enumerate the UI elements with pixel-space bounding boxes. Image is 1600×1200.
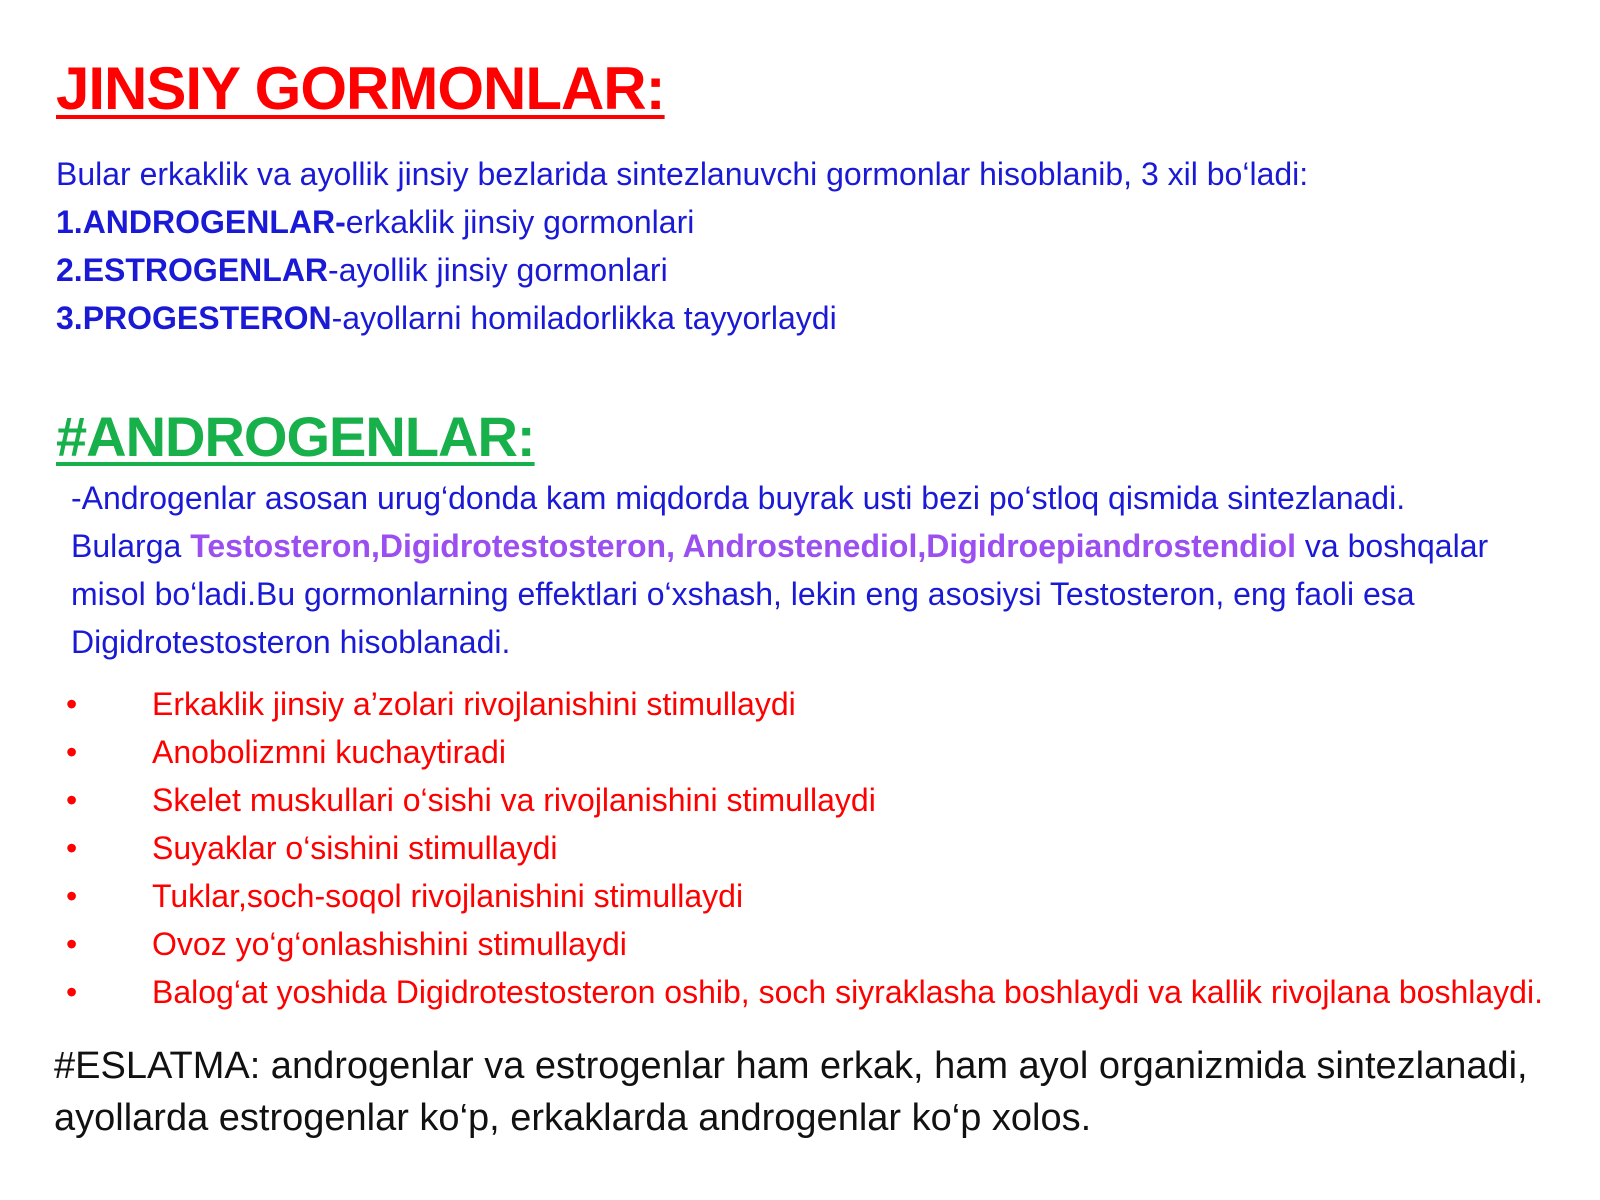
hormone-item (56, 294, 1576, 342)
hormone-item (56, 246, 1576, 294)
effect-text: Balog‘at yoshida Digidrotestosteron oshib, soch siyraklasha boshlaydi va kallik rivojlana boshlaydi. (152, 974, 1543, 1010)
bullet-icon: • (66, 926, 78, 962)
hormone-desc: -ayollarni homiladorlikka tayyorlaydi (331, 300, 837, 336)
effect-item (66, 680, 1566, 728)
bullet-icon: • (66, 734, 78, 770)
androgen-description (71, 474, 1521, 666)
bullet-icon: • (66, 878, 78, 914)
hormone-item (56, 198, 1576, 246)
intro-text: Bular erkaklik va ayollik jinsiy bezlarida sintezlanuvchi gormonlar hisoblanib, 3 xil bo‘ladi: (56, 156, 1309, 192)
effect-text: Suyaklar o‘sishini stimullaydi (152, 830, 558, 866)
bullet-icon: • (66, 974, 78, 1010)
bullet-icon: • (66, 782, 78, 818)
effect-item (66, 824, 1566, 872)
effect-text: Tuklar,soch-soqol rivojlanishini stimullaydi (152, 878, 744, 914)
effect-item (66, 872, 1566, 920)
effect-text: Ovoz yo‘g‘onlashishini stimullaydi (152, 926, 627, 962)
bullet-icon: • (66, 686, 78, 722)
effects-list (66, 680, 1566, 1016)
hormone-desc: erkaklik jinsiy gormonlari (345, 204, 695, 240)
section-heading: #ANDROGENLAR: (56, 405, 535, 468)
effect-text: Erkaklik jinsiy a’zolari rivojlanishini stimullaydi (152, 686, 796, 722)
androgen-text-end: va boshqalar misol bo‘ladi.Bu gormonlarning effektlari o‘xshash, lekin eng asosiysi Testosteron, eng faoli esa Digidrotestosteron hisoblanadi. (71, 528, 1489, 660)
hormone-term: 3.PROGESTERON (56, 300, 332, 336)
bullet-icon: • (66, 830, 78, 866)
effect-item (66, 968, 1566, 1016)
effect-text: Skelet muskullari o‘sishi va rivojlanishini stimullaydi (152, 782, 876, 818)
note-text: #ESLATMA: androgenlar va estrogenlar ham erkak, ham ayol organizmida sintezlanadi, ayollarda estrogenlar ko‘p, erkaklarda androgenlar ko‘p xolos. (54, 1045, 1528, 1139)
effect-text: Anobolizmni kuchaytiradi (152, 734, 506, 770)
intro-block (56, 150, 1576, 342)
androgen-text-start: -Androgenlar asosan urug‘donda kam miqdorda buyrak usti bezi po‘stloq qismida sintezlanadi. Bularga (71, 480, 1406, 564)
effect-item (66, 728, 1566, 776)
hormone-term: 1.ANDROGENLAR- (56, 204, 346, 240)
hormone-desc: -ayollik jinsiy gormonlari (328, 252, 668, 288)
effect-item (66, 920, 1566, 968)
effect-item (66, 776, 1566, 824)
androgen-examples: Testosteron,Digidrotestosteron, Androstenediol,Digidroepiandrostendiol (190, 528, 1297, 564)
slide-title: JINSIY GORMONLAR: (56, 55, 665, 122)
hormone-term: 2.ESTROGENLAR (56, 252, 329, 288)
